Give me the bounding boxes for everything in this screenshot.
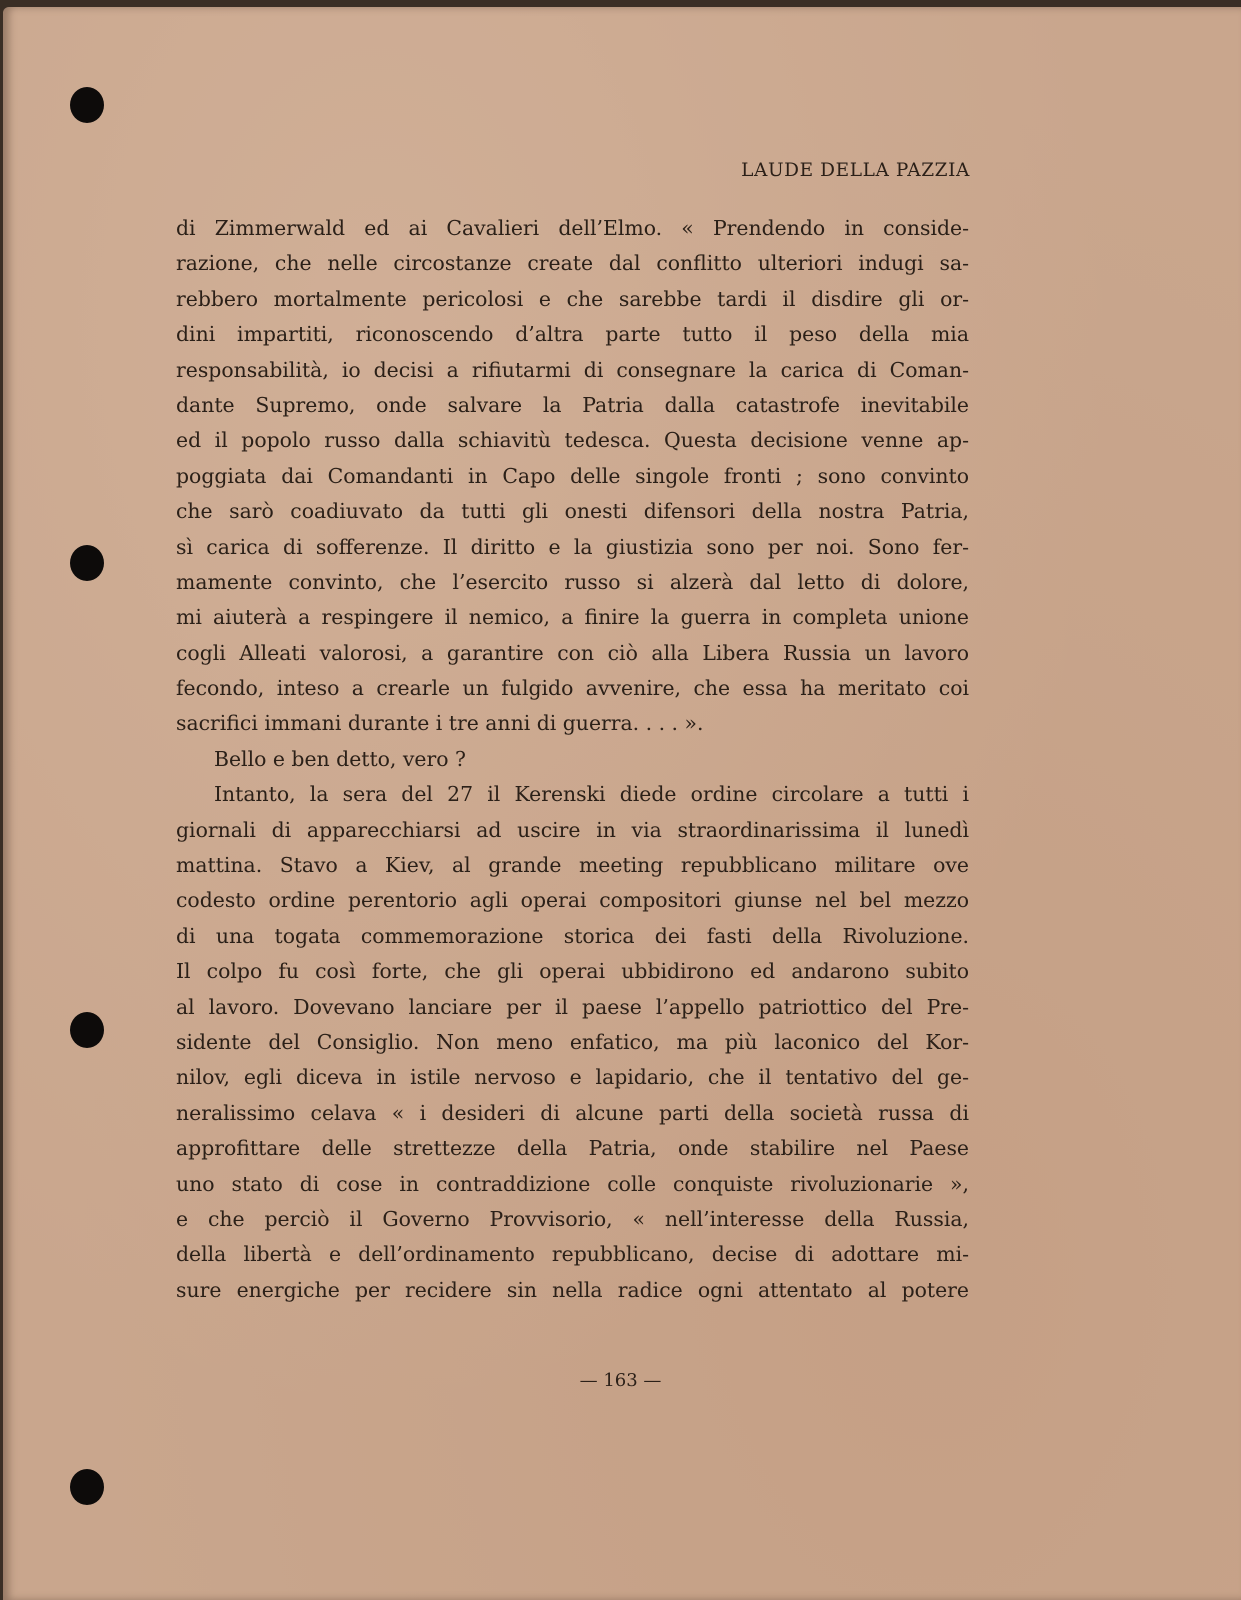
binder-hole-1 (70, 87, 104, 123)
text-line: mi aiuterà a respingere il nemico, a finire la guerra in completa unione (176, 605, 969, 630)
text-line: Intanto, la sera del 27 il Kerenski diede ordine circolare a tutti i (214, 782, 969, 807)
binder-hole-4 (70, 1469, 104, 1505)
text-line: sì carica di sofferenze. Il diritto e la giustizia sono per noi. Sono fer- (176, 534, 969, 559)
binder-hole-3 (70, 1012, 104, 1048)
text-line: razione, che nelle circostanze create dal conflitto ulteriori indugi sa- (176, 251, 969, 276)
text-line: poggiata dai Comandanti in Capo delle singole fronti ; sono convinto (176, 463, 969, 488)
page-number: — 163 — (579, 1370, 662, 1391)
text-line: della libertà e dell’ordinamento repubblicano, decise di adottare mi- (176, 1242, 969, 1267)
text-line: di una togata commemorazione storica dei fasti della Rivoluzione. (176, 923, 969, 948)
text-line: mamente convinto, che l’esercito russo si alzerà dal letto di dolore, (176, 569, 969, 594)
text-line: dante Supremo, onde salvare la Patria dalla catastrofe inevitabile (176, 392, 969, 417)
text-line: dini impartiti, riconoscendo d’altra parte tutto il peso della mia (176, 322, 969, 347)
text-line: di Zimmerwald ed ai Cavalieri dell’Elmo. « Prendendo in conside- (176, 216, 969, 240)
text-line: Bello e ben detto, vero ? (214, 746, 466, 771)
text-line: e che perciò il Governo Provvisorio, « nell’interesse della Russia, (176, 1206, 969, 1231)
text-line: sidente del Consiglio. Non meno enfatico, ma più laconico del Kor- (176, 1029, 969, 1054)
binder-hole-2 (70, 545, 104, 581)
text-line: responsabilità, io decisi a rifiutarmi di consegnare la carica di Coman- (176, 357, 969, 382)
text-line: sure energiche per recidere sin nella radice ogni attentato al potere (176, 1277, 969, 1302)
text-line: che sarò coadiuvato da tutti gli onesti difensori della nostra Patria, (176, 499, 969, 524)
text-line: mattina. Stavo a Kiev, al grande meeting repubblicano militare ove (176, 853, 969, 878)
text-line: nilov, egli diceva in istile nervoso e lapidario, che il tentativo del ge- (176, 1065, 969, 1090)
text-line: uno stato di cose in contraddizione colle conquiste rivoluzionarie », (176, 1171, 969, 1196)
text-line: al lavoro. Dovevano lanciare per il paese l’appello patriottico del Pre- (176, 994, 969, 1019)
text-line: cogli Alleati valorosi, a garantire con ciò alla Libera Russia un lavoro (176, 640, 969, 665)
text-line: Il colpo fu così forte, che gli operai ubbidirono ed andarono subito (176, 959, 969, 984)
running-head: LAUDE DELLA PAZZIA (741, 160, 970, 181)
text-line: giornali di apparecchiarsi ad uscire in via straordinarissima il lunedì (176, 817, 969, 842)
text-line: rebbero mortalmente pericolosi e che sarebbe tardi il disdire gli or- (176, 286, 969, 311)
text-line: codesto ordine perentorio agli operai compositori giunse nel bel mezzo (176, 888, 969, 913)
body-text (176, 211, 969, 1308)
text-line: neralissimo celava « i desideri di alcune parti della società russa di (176, 1100, 969, 1125)
text-line: sacrifici immani durante i tre anni di guerra. . . . ». (176, 711, 704, 736)
text-line: ed il popolo russo dalla schiavitù tedesca. Questa decisione venne ap- (176, 428, 969, 453)
text-line: approfittare delle strettezze della Patria, onde stabilire nel Paese (176, 1136, 969, 1161)
text-line: fecondo, inteso a crearle un fulgido avvenire, che essa ha meritato coi (176, 676, 969, 701)
